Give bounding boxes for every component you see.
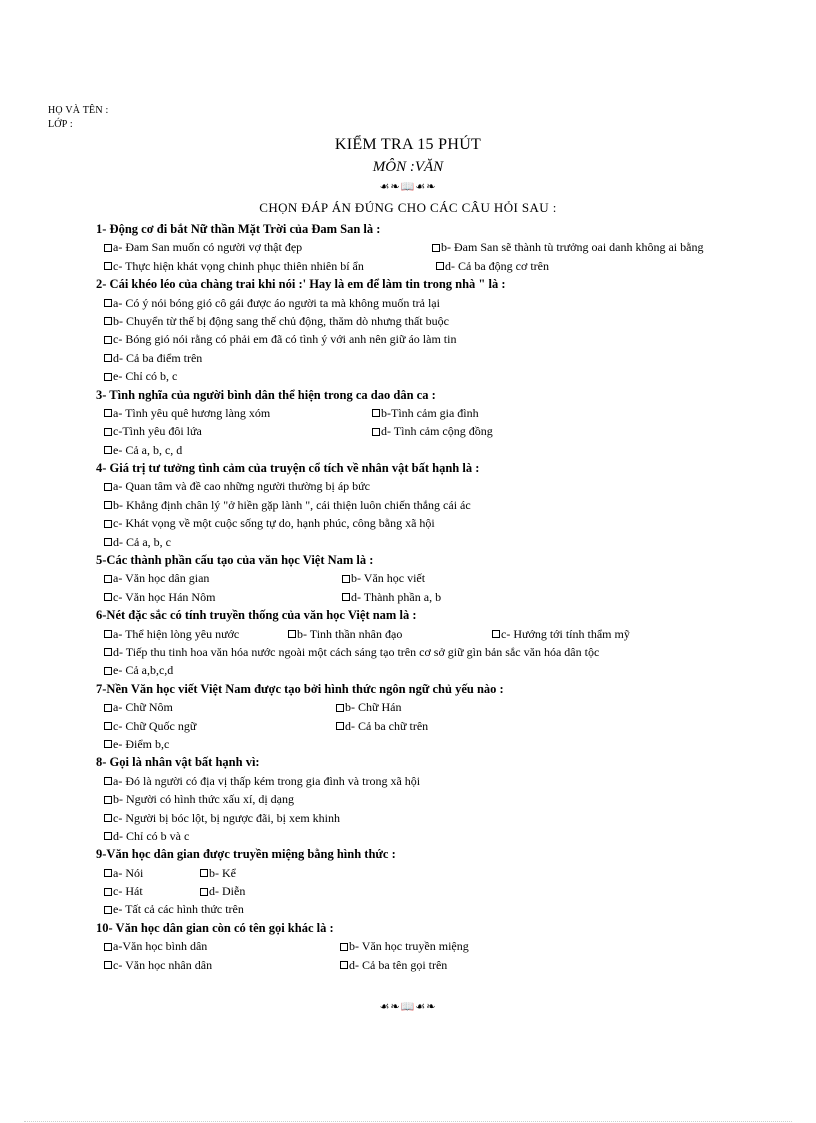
answer-label: e- Cả a,b,c,d [113, 663, 174, 678]
answer-option[interactable] [200, 882, 245, 900]
answer-row [96, 514, 796, 532]
answer-label: e- Cả a, b, c, d [113, 442, 183, 457]
answer-row [96, 441, 796, 459]
checkbox-icon[interactable] [492, 630, 500, 638]
checkbox-icon[interactable] [340, 961, 348, 969]
checkbox-icon[interactable] [104, 336, 112, 344]
answer-option[interactable] [104, 625, 239, 643]
answer-option[interactable] [436, 257, 549, 275]
answer-option[interactable] [104, 864, 143, 882]
checkbox-icon[interactable] [104, 722, 112, 730]
checkbox-icon[interactable] [104, 354, 112, 362]
answer-row [96, 496, 796, 514]
answer-label: c- Văn học Hán Nôm [113, 589, 216, 604]
answer-label: d- Chỉ có b và c [113, 828, 190, 843]
answer-label: c- Hướng tới tính thẩm mỹ [501, 626, 630, 641]
question-2-text: 2- Cái khéo léo của chàng trai khi nói :' Hay là em để làm tin trong nhà " là : [96, 277, 506, 292]
checkbox-icon[interactable] [104, 869, 112, 877]
answer-row [96, 422, 796, 440]
checkbox-icon[interactable] [104, 501, 112, 509]
answer-label: e- Tất cả các hình thức trên [113, 902, 244, 917]
answer-option[interactable] [104, 514, 435, 532]
answer-label: c- Người bị bóc lột, bị ngược đãi, bị xem khinh [113, 810, 340, 825]
question-5-text: 5-Các thành phần cấu tạo của văn học Việt Nam là : [96, 553, 374, 568]
answer-label: a- Đó là người có địa vị thấp kém trong gia đình và trong xã hội [113, 773, 421, 788]
answer-option[interactable] [104, 772, 420, 790]
answer-label: e- Điểm b,c [113, 736, 170, 751]
page-title: KIỂM TRA 15 PHÚT [334, 136, 482, 153]
answer-option[interactable] [432, 238, 703, 256]
answer-label: d- Thành phần a, b [351, 589, 442, 604]
instruction: CHỌN ĐÁP ÁN ĐÚNG CHO CÁC CÂU HỎI SAU : [259, 200, 557, 215]
answer-label: b- Đam San sẽ thành tù trưởng oai danh không ai bằng [441, 240, 704, 255]
checkbox-icon[interactable] [372, 409, 380, 417]
answer-option[interactable] [104, 330, 456, 348]
answer-label: b- Chữ Hán [345, 700, 402, 715]
question-6-text: 6-Nét đặc sắc có tính truyền thống của văn học Việt nam là : [96, 608, 417, 623]
answer-option[interactable] [104, 496, 471, 514]
checkbox-icon[interactable] [104, 575, 112, 583]
answer-option[interactable] [104, 643, 599, 661]
answer-label: b- Khẳng định chân lý "ở hiền gặp lành ", cái thiện luôn chiến thắng cái ác [113, 497, 471, 512]
checkbox-icon[interactable] [104, 428, 112, 436]
answer-option[interactable] [372, 404, 479, 422]
checkbox-icon[interactable] [336, 722, 344, 730]
question-1-text: 1- Động cơ đi bắt Nữ thần Mặt Trời của Đam San là : [96, 222, 381, 236]
answer-option[interactable] [288, 625, 402, 643]
answer-option[interactable] [104, 294, 440, 312]
answer-option[interactable] [104, 827, 189, 845]
question-7-text: 7-Nền Văn học viết Việt Nam được tạo bởi hình thức ngôn ngữ chủ yếu nào : [96, 681, 504, 696]
answer-label: c- Bóng gió nói rằng có phải em đã có tình ý với anh nên giữ áo làm tin [113, 332, 457, 347]
answer-label: d- Cả ba tên gọi trên [349, 957, 448, 972]
answer-row [96, 698, 796, 716]
answer-option[interactable] [104, 441, 182, 459]
checkbox-icon[interactable] [104, 888, 112, 896]
checkbox-icon[interactable] [104, 943, 112, 951]
answer-option[interactable] [104, 367, 177, 385]
answer-label: e- Chỉ có b, c [113, 369, 178, 384]
answer-row [96, 533, 796, 551]
answer-option[interactable] [104, 257, 364, 275]
checkbox-icon[interactable] [104, 409, 112, 417]
answer-row [96, 827, 796, 845]
checkbox-icon[interactable] [336, 704, 344, 712]
question-10-text: 10- Văn học dân gian còn có tên gọi khác là : [96, 920, 334, 935]
answer-option[interactable] [104, 312, 449, 330]
answer-label: b- Kể [209, 865, 236, 880]
checkbox-icon[interactable] [104, 244, 112, 252]
answer-option[interactable] [104, 790, 294, 808]
checkbox-icon[interactable] [104, 796, 112, 804]
answer-row [96, 643, 796, 661]
answer-option[interactable] [104, 477, 370, 495]
question-list [96, 220, 796, 974]
answer-option[interactable] [104, 349, 202, 367]
answer-label: d- Cả a, b, c [113, 534, 171, 549]
answer-row [96, 257, 796, 275]
page-bottom-divider [24, 1121, 792, 1122]
answer-option[interactable] [104, 661, 173, 679]
student-info [48, 104, 108, 132]
answer-label: c- Thực hiện khát vọng chinh phục thiên nhiên bí ẩn [113, 258, 364, 273]
answer-option[interactable] [104, 937, 207, 955]
answer-option[interactable] [104, 238, 302, 256]
answer-option[interactable] [104, 588, 215, 606]
answer-row [96, 238, 796, 256]
checkbox-icon[interactable] [104, 446, 112, 454]
checkbox-icon[interactable] [342, 593, 350, 601]
answer-row [96, 625, 796, 643]
question-9-text: 9-Văn học dân gian được truyền miệng bằng hình thức : [96, 847, 396, 862]
checkbox-icon[interactable] [104, 317, 112, 325]
answer-label: a-Văn học bình dân [113, 939, 208, 954]
checkbox-icon[interactable] [104, 906, 112, 914]
answer-row [96, 312, 796, 330]
answer-option[interactable] [104, 956, 212, 974]
class-label: LỚP : [48, 119, 73, 130]
checkbox-icon[interactable] [200, 869, 208, 877]
question-4-text: 4- Giá trị tư tưởng tình cảm của truyện cổ tích về nhân vật bất hạnh là : [96, 461, 480, 476]
ornament-bottom: ☙❧📖☙❧ [379, 1001, 437, 1013]
answer-option[interactable] [104, 533, 171, 551]
checkbox-icon[interactable] [200, 888, 208, 896]
answer-row [96, 294, 796, 312]
checkbox-icon[interactable] [342, 575, 350, 583]
answer-option[interactable] [200, 864, 236, 882]
answer-row [96, 477, 796, 495]
checkbox-icon[interactable] [104, 520, 112, 528]
answer-label: c-Tình yêu đôi lứa [113, 424, 202, 439]
answer-label: d- Cả ba điểm trên [113, 350, 203, 365]
checkbox-icon[interactable] [104, 961, 112, 969]
answer-option[interactable] [340, 937, 469, 955]
answer-label: b-Tình cảm gia đình [381, 405, 479, 420]
answer-option[interactable] [104, 809, 340, 827]
checkbox-icon[interactable] [340, 943, 348, 951]
answer-label: b- Văn học viết [351, 571, 426, 586]
answer-row [96, 882, 796, 900]
checkbox-icon[interactable] [432, 244, 440, 252]
answer-option[interactable] [342, 569, 425, 587]
question-8-text: 8- Gọi là nhân vật bất hạnh vì: [96, 755, 260, 770]
checkbox-icon[interactable] [104, 593, 112, 601]
answer-label: b- Tinh thần nhân đạo [297, 626, 403, 641]
checkbox-icon[interactable] [104, 777, 112, 785]
answer-row [96, 661, 796, 679]
checkbox-icon[interactable] [104, 832, 112, 840]
answer-option[interactable] [104, 882, 143, 900]
checkbox-icon[interactable] [104, 373, 112, 381]
answer-label: d- Diễn [209, 884, 246, 899]
answer-label: c- Văn học nhân dân [113, 957, 213, 972]
answer-option[interactable] [104, 698, 173, 716]
subject-title: MÔN :VĂN [372, 159, 444, 175]
answer-label: a- Quan tâm và đề cao những người thường bị áp bức [113, 479, 370, 494]
answer-row [96, 864, 796, 882]
answer-label: d- Tình cảm cộng đồng [381, 424, 493, 439]
ornament-top: ☙❧📖☙❧ [379, 181, 437, 193]
checkbox-icon[interactable] [372, 428, 380, 436]
answer-option[interactable] [104, 404, 270, 422]
answer-option[interactable] [342, 588, 441, 606]
answer-row [96, 937, 796, 955]
answer-row [96, 735, 796, 753]
answer-label: a- Chữ Nôm [113, 700, 173, 715]
answer-label: a- Thể hiện lòng yêu nước [113, 626, 240, 641]
checkbox-icon[interactable] [288, 630, 296, 638]
answer-option[interactable] [104, 717, 196, 735]
answer-row [96, 404, 796, 422]
answer-row [96, 367, 796, 385]
answer-label: b- Người có hình thức xấu xí, dị dạng [113, 792, 294, 807]
answer-label: b- Chuyển từ thế bị động sang thế chủ động, thăm dò nhưng thất buộc [113, 313, 449, 328]
answer-label: a- Có ý nói bóng gió cô gái được áo người ta mà không muốn trả lại [113, 295, 440, 310]
answer-label: a- Văn học dân gian [113, 571, 210, 586]
answer-option[interactable] [104, 735, 169, 753]
answer-row [96, 790, 796, 808]
answer-option[interactable] [336, 717, 428, 735]
checkbox-icon[interactable] [104, 483, 112, 491]
answer-option[interactable] [372, 422, 493, 440]
checkbox-icon[interactable] [104, 299, 112, 307]
answer-row [96, 900, 796, 918]
answer-option[interactable] [336, 698, 402, 716]
checkbox-icon[interactable] [104, 648, 112, 656]
answer-row [96, 809, 796, 827]
answer-row [96, 330, 796, 348]
checkbox-icon[interactable] [104, 667, 112, 675]
checkbox-icon[interactable] [104, 704, 112, 712]
checkbox-icon[interactable] [104, 262, 112, 270]
checkbox-icon[interactable] [104, 538, 112, 546]
answer-row [96, 772, 796, 790]
checkbox-icon[interactable] [436, 262, 444, 270]
answer-option[interactable] [104, 900, 244, 918]
answer-row [96, 349, 796, 367]
answer-row [96, 569, 796, 587]
question-3-text: 3- Tình nghĩa của người bình dân thể hiện trong ca dao dân ca : [96, 387, 436, 402]
answer-option[interactable] [340, 956, 447, 974]
answer-row [96, 588, 796, 606]
answer-label: a- Nói [113, 865, 144, 880]
answer-row [96, 717, 796, 735]
checkbox-icon[interactable] [104, 814, 112, 822]
answer-option[interactable] [492, 625, 630, 643]
checkbox-icon[interactable] [104, 740, 112, 748]
answer-label: a- Đam San muốn có người vợ thật đẹp [113, 240, 303, 255]
answer-label: d- Cả ba động cơ trên [445, 258, 549, 273]
answer-label: a- Tình yêu quê hương làng xóm [113, 405, 271, 420]
answer-option[interactable] [104, 422, 202, 440]
answer-label: d- Tiếp thu tinh hoa văn hóa nước ngoài một cách sáng tạo trên cơ sở giữ gìn bản sắc văn hóa dân tộc [113, 644, 600, 659]
name-label: HỌ VÀ TÊN : [48, 105, 109, 116]
answer-label: c- Chữ Quốc ngữ [113, 718, 197, 733]
answer-label: b- Văn học truyền miệng [349, 939, 469, 954]
checkbox-icon[interactable] [104, 630, 112, 638]
answer-label: d- Cả ba chữ trên [345, 718, 429, 733]
answer-option[interactable] [104, 569, 209, 587]
answer-row [96, 956, 796, 974]
answer-label: c- Hát [113, 884, 143, 899]
answer-label: c- Khát vọng về một cuộc sống tự do, hạnh phúc, công bằng xã hội [113, 516, 435, 531]
